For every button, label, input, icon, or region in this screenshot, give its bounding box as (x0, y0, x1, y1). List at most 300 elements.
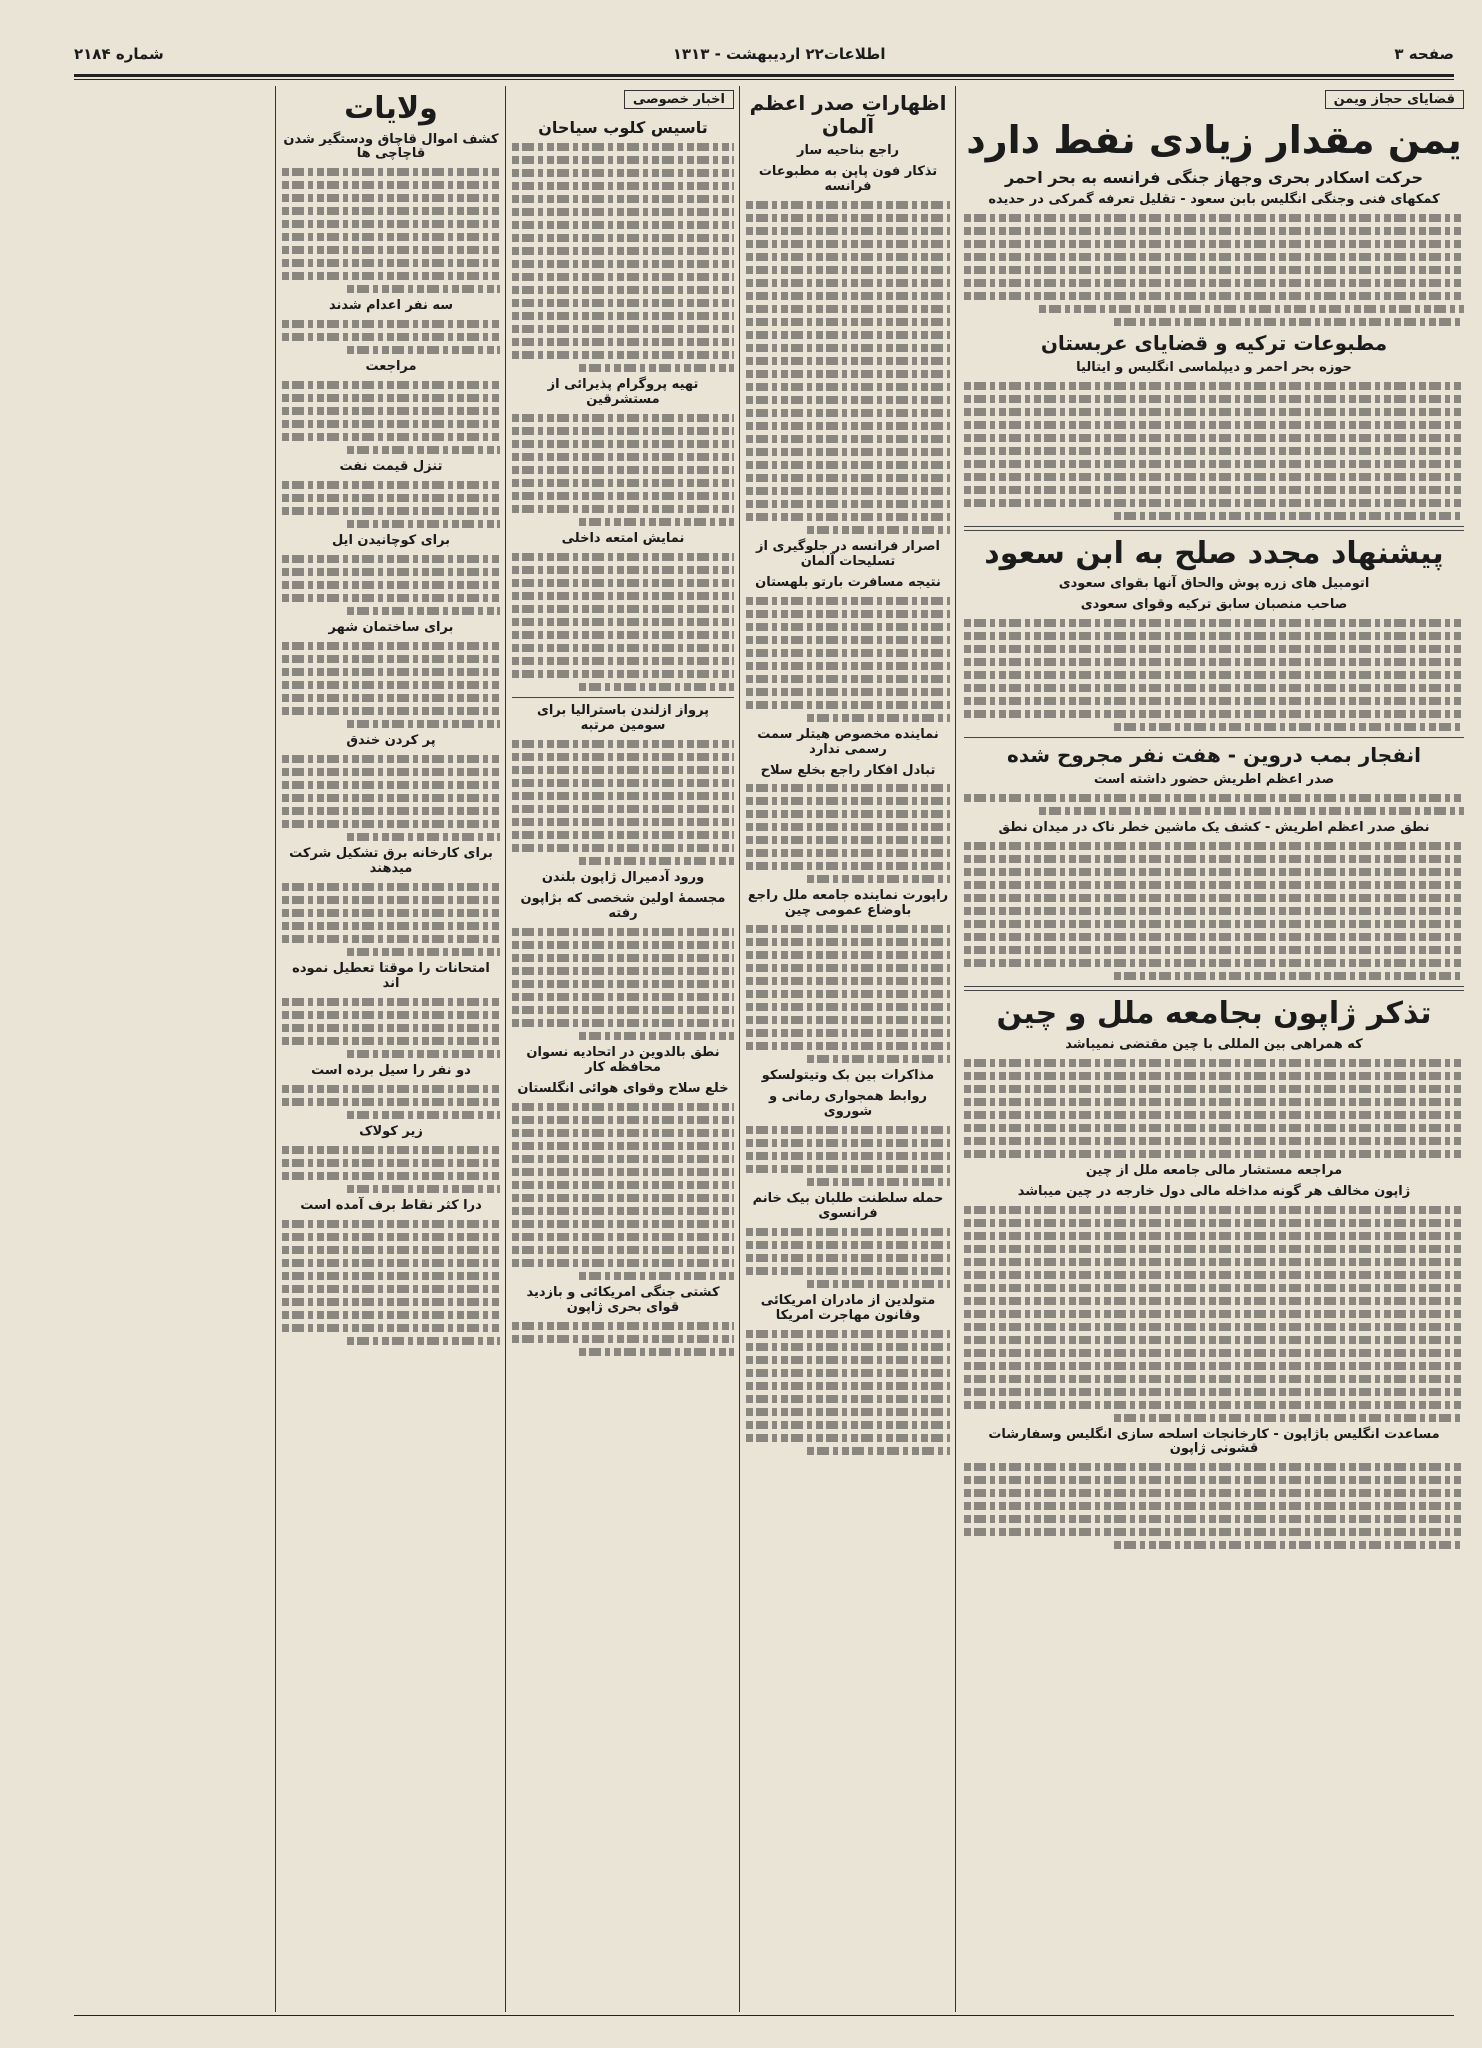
text-line (746, 1356, 950, 1364)
text-line (282, 1085, 500, 1093)
text-line (512, 208, 734, 216)
headline-royalists-attack: حمله سلطنت طلبان بیک خانم فرانسوی (752, 1191, 944, 1222)
text-line (282, 320, 500, 328)
text-line (746, 1434, 950, 1442)
headline-power-plant: برای کارخانه برق تشکیل شرکت میدهند (289, 846, 493, 876)
text-line (282, 481, 500, 489)
text-line (964, 1489, 1464, 1497)
text-line (512, 414, 734, 422)
text-line (746, 279, 950, 287)
text-line (512, 247, 734, 255)
column-divider (739, 86, 740, 2012)
text-line (746, 675, 950, 683)
masthead-rule (74, 74, 1454, 77)
text-line (746, 938, 950, 946)
text-line (282, 794, 500, 802)
headline-austria-speech: نطق صدر اعظم اطریش - کشف یک ماشین خطر ناک در میدان نطق (998, 820, 1430, 836)
text-line (746, 331, 950, 339)
headline-city-building: برای ساختمان شهر (328, 620, 454, 636)
text-line (1114, 1414, 1464, 1422)
text-line (512, 779, 734, 787)
newspaper-page (64, 22, 1464, 2032)
text-line (512, 644, 734, 652)
text-line (964, 684, 1464, 692)
text-line (746, 357, 950, 365)
text-line (746, 1003, 950, 1011)
text-line (964, 447, 1464, 455)
headline-tribe: برای کوچانیدن ایل (331, 533, 451, 549)
text-line (807, 526, 950, 534)
text-line (512, 993, 734, 1001)
text-line (746, 1267, 950, 1275)
text-line (512, 805, 734, 813)
text-line (964, 266, 1464, 274)
text-line (964, 1206, 1464, 1214)
text-line (746, 849, 950, 857)
headline-yemen-oil: یمن مقدار زیادی نفط دارد (966, 118, 1462, 162)
text-line (964, 434, 1464, 442)
text-line (282, 1246, 500, 1254)
text-line (512, 492, 734, 500)
text-line (964, 1362, 1464, 1370)
headline-league-advisor: مراجعه مستشار مالی جامعه ملل از چین (1085, 1162, 1343, 1178)
text-line (964, 632, 1464, 640)
subhead: نتیجه مسافرت بارتو بلهستان (755, 574, 941, 590)
text-line (746, 344, 950, 352)
text-line (746, 448, 950, 456)
text-line (746, 422, 950, 430)
headline-japanese-admiral: ورود آدمیرال ژاپون بلندن (541, 870, 705, 886)
text-line (964, 1463, 1464, 1471)
text-line (512, 553, 734, 561)
text-line (512, 605, 734, 613)
text-line (347, 346, 500, 354)
text-line (282, 433, 500, 441)
text-line (964, 1072, 1464, 1080)
text-line (579, 1272, 734, 1280)
text-line (512, 954, 734, 962)
text-line (746, 383, 950, 391)
text-line (746, 435, 950, 443)
text-line (964, 1124, 1464, 1132)
text-line (512, 1142, 734, 1150)
text-line (807, 1055, 950, 1063)
text-line (746, 227, 950, 235)
text-line (282, 220, 500, 228)
text-line (512, 351, 734, 359)
text-line (282, 246, 500, 254)
text-line (282, 507, 500, 515)
subhead: حرکت اسکادر بحری وجهاز جنگی فرانسه به بحر احمر (1004, 167, 1423, 187)
text-line (282, 207, 500, 215)
text-line (347, 285, 500, 293)
subhead: مجسمهٔ اولین شخصی که بژاپون رفته (520, 891, 726, 921)
text-line (512, 440, 734, 448)
text-line (282, 381, 500, 389)
text-line (512, 466, 734, 474)
text-line (282, 1259, 500, 1267)
text-line (964, 946, 1464, 954)
subhead: اتومبیل های زره پوش والحاق آنها بقوای سعودی (1058, 576, 1370, 592)
text-line (282, 1298, 500, 1306)
text-line (512, 1168, 734, 1176)
text-line (746, 1016, 950, 1024)
text-line (964, 658, 1464, 666)
column-divider (955, 86, 956, 2012)
text-line (512, 479, 734, 487)
text-line (807, 1178, 950, 1186)
text-line (282, 909, 500, 917)
text-line (746, 474, 950, 482)
headline-france-arms: اصرار فرانسه در جلوگیری از تسلیحات آلمان (756, 538, 940, 569)
text-line (512, 1155, 734, 1163)
text-line (746, 1139, 950, 1147)
text-line (746, 292, 950, 300)
text-line (282, 1037, 500, 1045)
text-line (512, 1194, 734, 1202)
text-line (964, 240, 1464, 248)
text-line (964, 1284, 1464, 1292)
subhead: راجع بناحیه سار (796, 143, 900, 158)
text-line (964, 382, 1464, 390)
text-line (282, 1098, 500, 1106)
text-line (746, 662, 950, 670)
text-line (746, 951, 950, 959)
text-line (282, 594, 500, 602)
text-line (807, 714, 950, 722)
text-line (746, 487, 950, 495)
text-line (282, 1233, 500, 1241)
text-line (964, 460, 1464, 468)
text-line (282, 407, 500, 415)
text-line (282, 922, 500, 930)
text-line (746, 784, 950, 792)
text-line (1114, 1541, 1464, 1549)
text-line (964, 1085, 1464, 1093)
text-line (746, 1408, 950, 1416)
text-line (964, 855, 1464, 863)
text-line (964, 1349, 1464, 1357)
text-line (746, 925, 950, 933)
text-line (964, 619, 1464, 627)
text-line (964, 894, 1464, 902)
text-line (964, 881, 1464, 889)
text-line (746, 266, 950, 274)
text-line (964, 794, 1464, 802)
text-line (746, 500, 950, 508)
headline-league-china-report: راپورت نماینده جامعه ملل راجع باوضاع عمومی چین (747, 888, 949, 919)
text-line (512, 928, 734, 936)
text-line (964, 1336, 1464, 1344)
text-line (746, 1241, 950, 1249)
text-line (964, 1098, 1464, 1106)
text-line (512, 1246, 734, 1254)
subhead: صدر اعظم اطریش حضور داشته است (1093, 772, 1335, 788)
text-line (512, 182, 734, 190)
text-line (964, 697, 1464, 705)
text-line (964, 1297, 1464, 1305)
separator-rule (512, 697, 734, 698)
text-line (746, 597, 950, 605)
text-line (282, 194, 500, 202)
text-line (282, 181, 500, 189)
text-line (512, 427, 734, 435)
headline-trench: پر کردن خندق (346, 733, 436, 749)
headline-tourist-club: تاسیس کلوب سیاحان (538, 118, 708, 137)
subhead: تبادل افکار راجع بخلع سلاح (760, 762, 936, 778)
text-line (746, 701, 950, 709)
text-line (512, 1116, 734, 1124)
text-line (282, 168, 500, 176)
text-line (964, 421, 1464, 429)
text-line (579, 1032, 734, 1040)
text-line (512, 260, 734, 268)
text-line (512, 234, 734, 242)
text-line (512, 273, 734, 281)
text-line (282, 781, 500, 789)
text-line (282, 394, 500, 402)
text-line (746, 1343, 950, 1351)
text-line (282, 420, 500, 428)
page-number: صفحه ۳ (1394, 45, 1454, 63)
headline-flood: دو نفر را سیل برده است (311, 1062, 471, 1078)
text-line (964, 1271, 1464, 1279)
headline-smuggling: کشف اموال قاچاق ودستگیر شدن قاچاچی ها (283, 131, 499, 162)
text-line (964, 842, 1464, 850)
text-line (746, 610, 950, 618)
text-line (512, 299, 734, 307)
headline-us-immigration: متولدین از مادران امریکائی وقانون مهاجرت امریکا (760, 1293, 936, 1323)
text-line (512, 579, 734, 587)
text-line (746, 810, 950, 818)
column-divider (275, 86, 276, 2012)
text-line (512, 338, 734, 346)
text-line (512, 505, 734, 513)
text-line (347, 520, 500, 528)
text-line (282, 233, 500, 241)
text-line (746, 1382, 950, 1390)
headline-german-chancellor: اظهارات صدر اعظم آلمان (749, 91, 947, 138)
text-line (964, 1245, 1464, 1253)
column-3 (512, 86, 734, 2012)
separator-rule (964, 526, 1464, 531)
text-line (282, 494, 500, 502)
text-line (746, 797, 950, 805)
text-line (1114, 318, 1464, 326)
text-line (746, 977, 950, 985)
text-line (512, 221, 734, 229)
text-line (282, 755, 500, 763)
text-line (347, 1111, 500, 1119)
text-line (512, 325, 734, 333)
headline-domestic-goods: نمایش امتعه داخلی (561, 531, 685, 547)
text-line (512, 1259, 734, 1267)
text-line (282, 642, 500, 650)
text-line (282, 1324, 500, 1332)
issue-number: شماره ۲۱۸۴ (74, 45, 164, 63)
text-line (512, 657, 734, 665)
text-line (512, 753, 734, 761)
text-line (512, 566, 734, 574)
text-line (347, 446, 500, 454)
text-line (746, 240, 950, 248)
date-line: اطلاعات۲۲ اردیبهشت - ۱۳۱۳ (672, 45, 886, 63)
text-line (512, 1233, 734, 1241)
text-line (347, 1050, 500, 1058)
text-line (746, 1126, 950, 1134)
text-line (282, 1311, 500, 1319)
text-line (512, 1103, 734, 1111)
masthead (74, 36, 1454, 72)
headline-vienna-bomb: انفجار بمب دروین - هفت نفر مجروح شده (1007, 743, 1421, 768)
text-line (512, 941, 734, 949)
text-line (964, 907, 1464, 915)
text-line (512, 766, 734, 774)
text-line (964, 1528, 1464, 1536)
text-line (282, 1172, 500, 1180)
text-line (512, 792, 734, 800)
text-line (964, 1137, 1464, 1145)
section-tag: اخبار خصوصی (624, 90, 734, 109)
headline-blizzard: زیر کولاک (359, 1123, 423, 1139)
text-line (964, 1401, 1464, 1409)
text-line (347, 607, 500, 615)
text-line (746, 513, 950, 521)
headline-britain-japan: مساعدت انگلیس باژاپون - کارخانجات اسلحه سازی انگلیس وسفارشات قشونی ژاپون (988, 1426, 1440, 1457)
text-line (964, 1258, 1464, 1266)
text-line (964, 1310, 1464, 1318)
text-line (746, 823, 950, 831)
text-line (746, 688, 950, 696)
text-line (964, 279, 1464, 287)
headline-orientalists: تهیه پروگرام پذیرائی از مستشرقین (547, 377, 699, 408)
text-line (964, 1476, 1464, 1484)
text-line (282, 581, 500, 589)
text-line (282, 694, 500, 702)
text-line (807, 875, 950, 883)
text-line (964, 710, 1464, 718)
text-line (282, 655, 500, 663)
text-line (347, 720, 500, 728)
text-line (282, 1272, 500, 1280)
text-line (282, 998, 500, 1006)
text-line (746, 862, 950, 870)
headline-oil-price: تنزل قیمت نفت (339, 459, 443, 475)
text-line (964, 868, 1464, 876)
text-line (746, 409, 950, 417)
text-line (282, 1285, 500, 1293)
headline-us-warship: کشتی جنگی امریکائی و بازدید قوای بحری ژاپون (526, 1284, 720, 1315)
text-line (282, 1159, 500, 1167)
text-line (746, 1369, 950, 1377)
subhead: صاحب منصبان سابق ترکیه وقوای سعودی (1080, 597, 1348, 613)
text-line (964, 1515, 1464, 1523)
text-line (282, 707, 500, 715)
text-line (282, 259, 500, 267)
text-line (964, 499, 1464, 507)
text-line (512, 592, 734, 600)
subhead: کمکهای فنی وجنگی انگلیس بابن سعود - تقلیل تعرفه گمرکی در حدیده (988, 192, 1440, 208)
headline-baldwin-speech: نطق بالدوین در اتحادیه نسوان محافظه کار (526, 1044, 720, 1075)
text-line (746, 623, 950, 631)
text-line (512, 831, 734, 839)
headline-turkish-press: مطبوعات ترکیه و قضایای عربستان (1040, 331, 1388, 356)
text-line (347, 948, 500, 956)
text-line (964, 933, 1464, 941)
text-line (964, 1323, 1464, 1331)
text-line (512, 818, 734, 826)
column-1 (964, 86, 1464, 2012)
text-line (512, 631, 734, 639)
text-line (964, 408, 1464, 416)
text-line (282, 333, 500, 341)
text-line (282, 1011, 500, 1019)
text-line (964, 1150, 1464, 1158)
text-line (282, 555, 500, 563)
text-line (746, 1152, 950, 1160)
text-line (746, 836, 950, 844)
text-line (282, 568, 500, 576)
separator-rule (964, 986, 1464, 991)
text-line (579, 857, 734, 865)
text-line (964, 1502, 1464, 1510)
text-line (964, 1375, 1464, 1383)
text-line (746, 1254, 950, 1262)
text-line (964, 1388, 1464, 1396)
text-line (807, 1447, 950, 1455)
text-line (282, 272, 500, 280)
text-line (964, 959, 1464, 967)
text-line (964, 473, 1464, 481)
subhead: حوزه بحر احمر و دیپلماسی انگلیس و ایتالیا (1076, 360, 1352, 376)
text-line (512, 740, 734, 748)
text-line (282, 935, 500, 943)
footer-rule (74, 2015, 1454, 2016)
headline-executions: سه نفر اعدام شدند (328, 298, 454, 314)
text-line (579, 683, 734, 691)
text-line (512, 1220, 734, 1228)
text-line (512, 1335, 734, 1343)
text-line (512, 286, 734, 294)
text-line (746, 964, 950, 972)
subhead: تذکار فون پاپن به مطبوعات فرانسه (758, 163, 938, 194)
text-line (512, 169, 734, 177)
column-2 (746, 86, 950, 2012)
separator-rule (964, 737, 1464, 738)
text-line (512, 1322, 734, 1330)
text-line (347, 1337, 500, 1345)
text-line (512, 312, 734, 320)
text-line (282, 681, 500, 689)
text-line (512, 618, 734, 626)
text-line (964, 395, 1464, 403)
text-line (282, 1146, 500, 1154)
text-line (512, 844, 734, 852)
text-line (512, 453, 734, 461)
text-line (282, 1024, 500, 1032)
headline-hitler-envoy: نماینده مخصوص هیتلر سمت رسمی ندارد (757, 726, 939, 757)
masthead-rule-thin (74, 79, 1454, 80)
text-line (282, 896, 500, 904)
headline-provinces: ولایات (344, 91, 438, 126)
text-line (1039, 305, 1464, 313)
text-line (807, 1280, 950, 1288)
text-line (512, 1207, 734, 1215)
headline-exams: امتحانات را موقتا تعطیل نموده اند (292, 960, 490, 991)
subhead: ژاپون مخالف هر گونه مداخله مالی دول خارجه در چین میباشد (1017, 1183, 1411, 1199)
text-line (1039, 807, 1464, 815)
text-line (282, 668, 500, 676)
